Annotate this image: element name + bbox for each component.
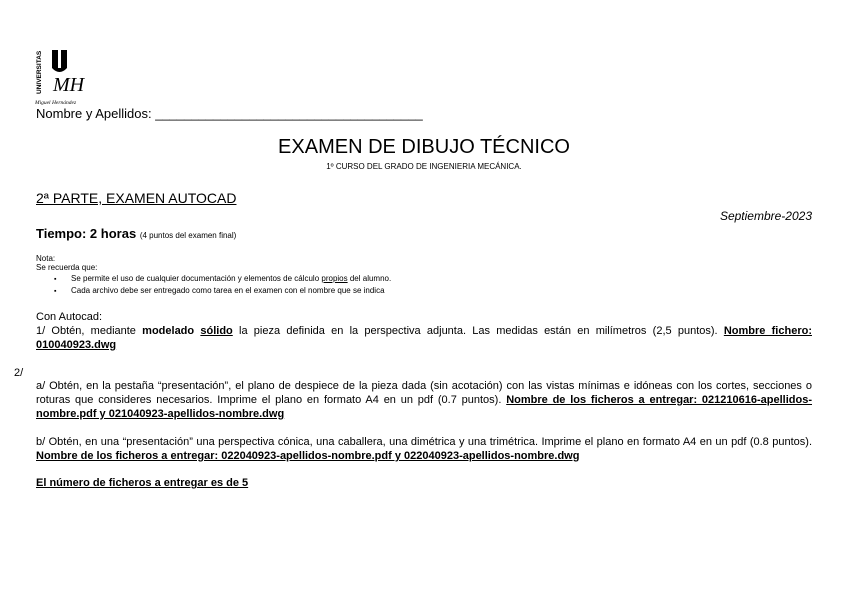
university-logo bbox=[34, 48, 94, 106]
logo-caption: Miguel Hernández bbox=[35, 100, 77, 106]
nota-intro: Se recuerda que: bbox=[36, 263, 98, 272]
nota-block bbox=[36, 254, 97, 272]
total-files-note: El número de ficheros a entregar es de 5 bbox=[36, 477, 249, 489]
time-note: (4 puntos del examen final) bbox=[139, 231, 237, 240]
question-2-marker: 2/ bbox=[14, 367, 24, 379]
q2a-filenames: Nombre de los ficheros a entregar: 021210616-apellidos-nombre.pdf y 021040923-apellidos-nombre.dwg bbox=[36, 394, 812, 420]
q1-text-2: la pieza definida en la perspectiva adjunta. Las medidas están en milímetros (2,5 puntos). bbox=[232, 325, 724, 337]
logo-graphic bbox=[34, 48, 94, 106]
q1-text: 1/ Obtén, mediante bbox=[36, 325, 143, 337]
exam-subtitle: 1º CURSO DEL GRADO DE INGENIERIA MECÁNICA. bbox=[326, 162, 522, 171]
logo-monogram: MH bbox=[53, 74, 85, 96]
time-label: Tiempo: 2 horas bbox=[36, 226, 137, 241]
exam-title: EXAMEN DE DIBUJO TÉCNICO bbox=[278, 136, 570, 158]
list-item bbox=[54, 273, 391, 285]
bullet-text: Se permite el uso de cualquier documentación y elementos de cálculo bbox=[71, 274, 322, 283]
q1-emphasis: sólido bbox=[200, 325, 233, 337]
list-item bbox=[54, 285, 391, 297]
q2b-filenames: Nombre de los ficheros a entregar: 022040923-apellidos-nombre.pdf y 022040923-apellidos-nombre.dwg bbox=[36, 450, 580, 462]
bullet-text: del alumno. bbox=[347, 274, 392, 283]
q1-bold: modelado bbox=[142, 325, 195, 337]
q2b-text: b/ Obtén, en una “presentación” una perspectiva cónica, una caballera, una dimétrica y una trimétrica. Imprime el plano en formato A4 en un pdf (0.8 puntos). bbox=[36, 436, 812, 448]
question-2b bbox=[36, 435, 812, 463]
question-2a bbox=[36, 379, 812, 421]
nota-label: Nota: bbox=[36, 254, 56, 263]
section-intro: Con Autocad: bbox=[36, 311, 103, 323]
part-heading: 2ª PARTE, EXAMEN AUTOCAD bbox=[36, 190, 237, 206]
bullet-text: Cada archivo debe ser entregado como tarea en el examen con el nombre que se indica bbox=[71, 286, 385, 295]
nota-list bbox=[54, 273, 391, 297]
q1-filename: Nombre fichero: 010040923.dwg bbox=[36, 325, 812, 351]
exam-date: Septiembre-2023 bbox=[719, 209, 812, 223]
time-line bbox=[36, 226, 236, 241]
bullet-emphasis: propios bbox=[321, 274, 348, 283]
q2a-text: a/ Obtén, en la pestaña “presentación”, el plano de despiece de la pieza dada (sin acotación) con las vistas mínimas e idóneas con los cortes, secciones o roturas que consideres necesarios. Imprime el plano en formato A4 en un pdf (0.7 puntos). bbox=[36, 380, 812, 406]
student-name-field: Nombre y Apellidos: _____________________________________ bbox=[36, 106, 423, 121]
logo-vertical-text: UNIVERSITAS bbox=[36, 50, 43, 94]
question-1 bbox=[36, 324, 812, 352]
